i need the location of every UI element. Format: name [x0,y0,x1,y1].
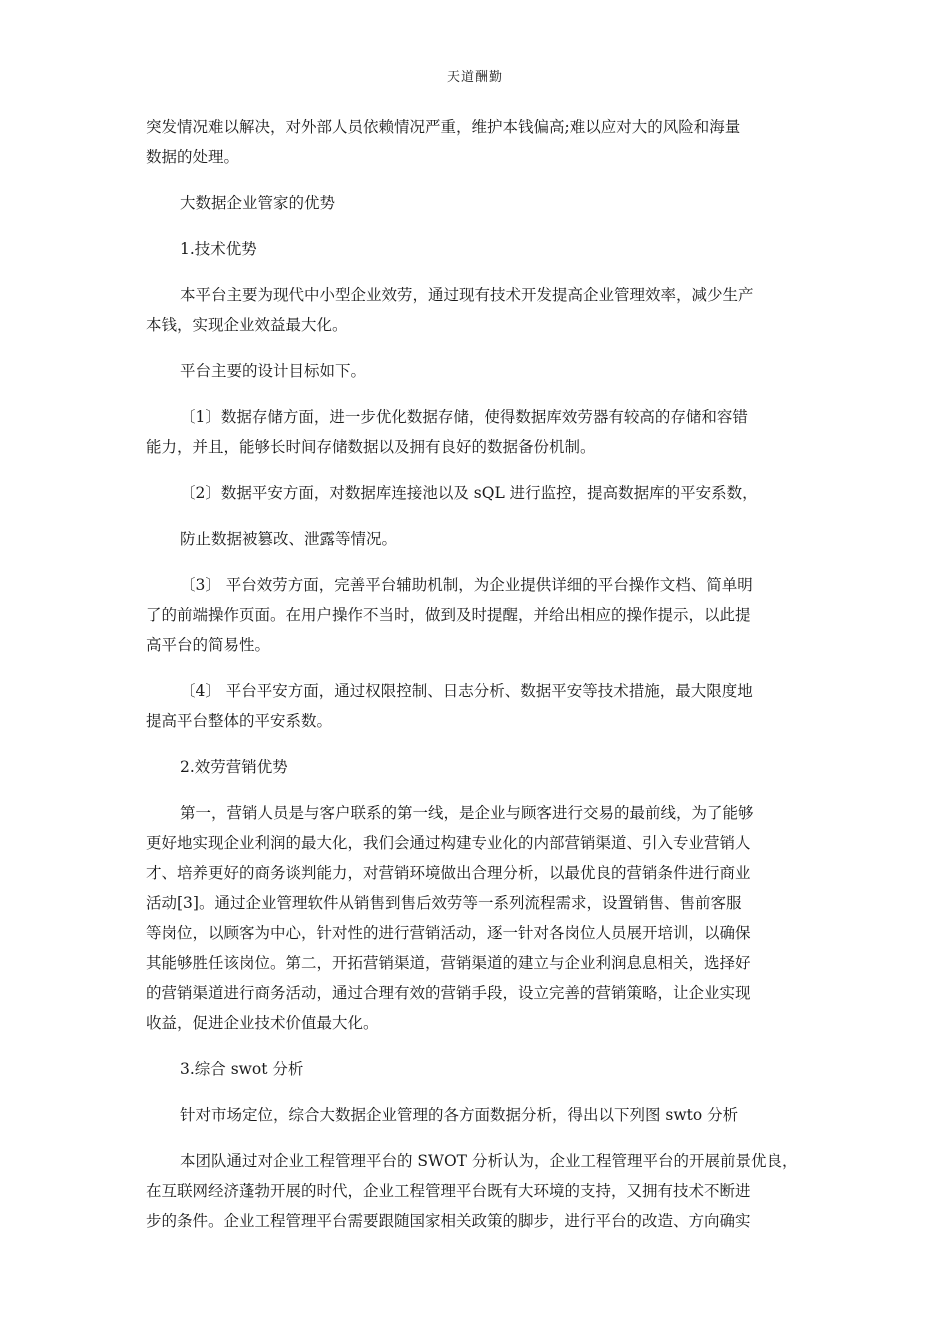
paragraph-line: 防止数据被篡改、泄露等情况。 [180,530,398,548]
paragraph [146,1146,812,1236]
paragraph-line: 大数据企业管家的优势 [180,194,336,212]
paragraph-line: 在互联网经济蓬勃开展的时代，企业工程管理平台既有大环境的支持，又拥有技术不断进 [146,1182,751,1200]
paragraph-line: 步的条件。企业工程管理平台需要跟随国家相关政策的脚步，进行平台的改造、方向确实 [146,1212,751,1230]
paragraph-line: 能力，并且，能够长时间存储数据以及拥有良好的数据备份机制。 [146,438,596,456]
paragraph-line: 本平台主要为现代中小型企业效劳，通过现有技术开发提高企业管理效率，减少生产 [180,286,754,304]
paragraph [146,676,812,736]
paragraph [146,1054,812,1084]
paragraph-line: 本团队通过对企业工程管理平台的 SWOT 分析认为，企业工程管理平台的开展前景优良， [180,1152,798,1170]
paragraph-line: 第一，营销人员是与客户联系的第一线，是企业与顾客进行交易的最前线，为了能够 [180,804,754,822]
paragraph-line: 平台主要的设计目标如下。 [180,362,367,380]
document-body [146,112,812,1252]
paragraph-line: 针对市场定位，综合大数据企业管理的各方面数据分析，得出以下列图 swto 分析 [180,1106,739,1124]
paragraph-line: 本钱，实现企业效益最大化。 [146,316,348,334]
page-header [0,66,950,85]
header-title: 天道酬勤 [446,70,503,85]
paragraph [146,356,812,386]
paragraph-line: 等岗位，以顾客为中心，针对性的进行营销活动，逐一针对各岗位人员展开培训，以确保 [146,924,751,942]
paragraph-line: 〔4〕 平台平安方面，通过权限控制、日志分析、数据平安等技术措施，最大限度地 [180,682,753,700]
paragraph [146,402,812,462]
paragraph [146,112,812,172]
paragraph-line: 突发情况难以解决，对外部人员依赖情况严重，维护本钱偏高;难以应对大的风险和海量 [146,118,741,136]
paragraph-line: 数据的处理。 [146,148,240,166]
paragraph-line: 1.技术优势 [180,240,257,258]
paragraph-line: 了的前端操作页面。在用户操作不当时，做到及时提醒，并给出相应的操作提示，以此提 [146,606,751,624]
paragraph [146,188,812,218]
paragraph-line: 3.综合 swot 分析 [180,1060,304,1078]
paragraph [146,570,812,660]
paragraph [146,280,812,340]
paragraph [146,752,812,782]
paragraph-line: 其能够胜任该岗位。第二，开拓营销渠道，营销渠道的建立与企业利润息息相关，选择好 [146,954,751,972]
paragraph-line: 提高平台整体的平安系数。 [146,712,333,730]
paragraph [146,524,812,554]
paragraph-line: 〔2〕数据平安方面，对数据库连接池以及 sQL 进行监控，提高数据库的平安系数， [180,484,758,502]
paragraph-line: 〔1〕数据存储方面，进一步优化数据存储，使得数据库效劳器有较高的存储和容错 [180,408,748,426]
paragraph-line: 的营销渠道进行商务活动，通过合理有效的营销手段，设立完善的营销策略，让企业实现 [146,984,751,1002]
paragraph [146,1100,812,1130]
paragraph-line: 活动[3]。通过企业管理软件从销售到售后效劳等一系列流程需求，设置销售、售前客服 [146,894,742,912]
paragraph [146,798,812,1038]
paragraph-line: 高平台的简易性。 [146,636,271,654]
paragraph-line: 更好地实现企业利润的最大化，我们会通过构建专业化的内部营销渠道、引入专业营销人 [146,834,751,852]
paragraph [146,234,812,264]
paragraph-line: 收益，促进企业技术价值最大化。 [146,1014,379,1032]
paragraph-line: 〔3〕 平台效劳方面，完善平台辅助机制，为企业提供详细的平台操作文档、简单明 [180,576,753,594]
paragraph [146,478,812,508]
paragraph-line: 才、培养更好的商务谈判能力，对营销环境做出合理分析，以最优良的营销条件进行商业 [146,864,751,882]
paragraph-line: 2.效劳营销优势 [180,758,288,776]
